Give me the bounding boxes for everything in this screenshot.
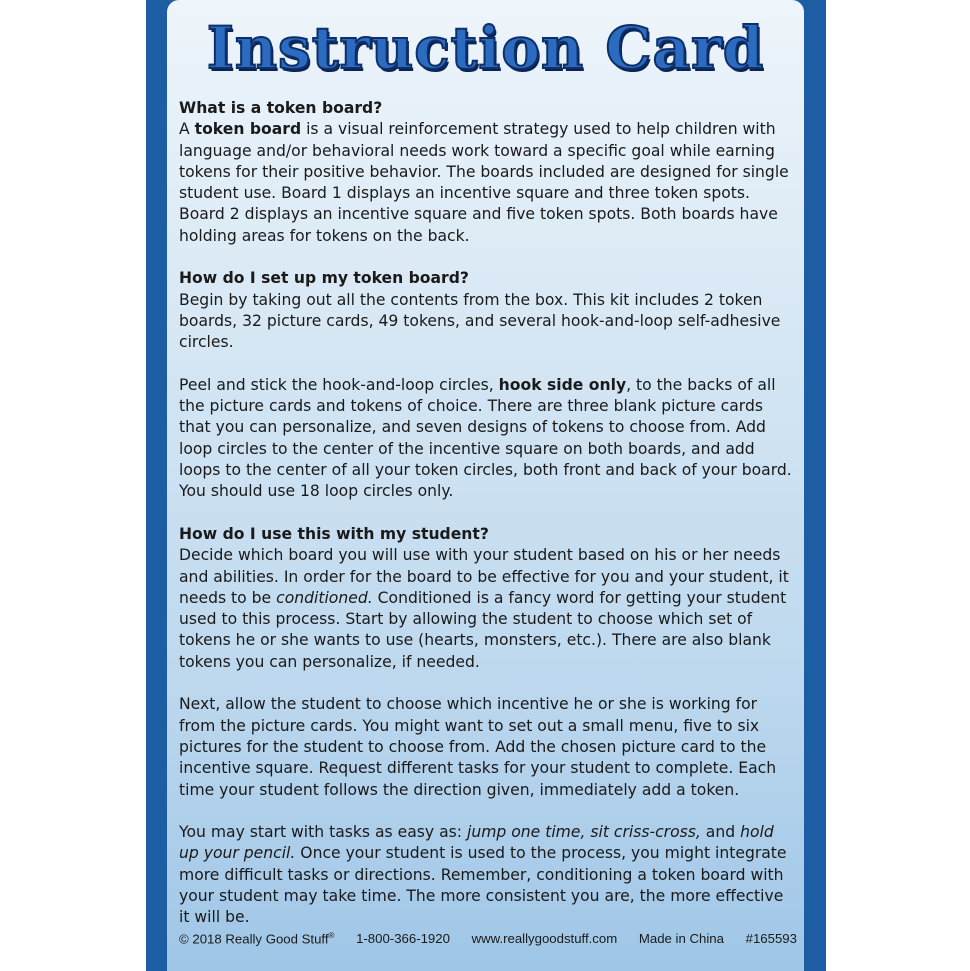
text-run: is a visual reinforcement strategy used to help children with language and/or behavioral needs work toward a specific goal while earning tokens for their positive behavior. The boards included are designed for single student use. Board 1 displays an incentive square and three token spots. Board 2 displays an incentive square and five token spots. Both boards have holding areas for tokens on the back. xyxy=(179,120,789,245)
section-paragraph xyxy=(179,545,797,673)
card-title: Instruction Card xyxy=(206,14,765,82)
section-paragraph xyxy=(179,822,797,928)
text-run: You may start with tasks as easy as: xyxy=(179,823,467,842)
section-heading-setup: How do I set up my token board? xyxy=(179,269,469,288)
text-run: A xyxy=(179,120,195,139)
copyright-text xyxy=(179,931,334,946)
card-content xyxy=(179,98,797,929)
text-run: Once your student is used to the process, you might integrate more difficult tasks or directions. Remember, conditioning a token board with your student may take time. The more consistent you are, the more effective it will be. xyxy=(179,844,787,927)
phone-number: 1-800-366-1920 xyxy=(356,931,450,946)
italic-term: hold up your pencil. xyxy=(179,823,774,863)
text-run: Decide which board you will use with your student based on his or her needs and abilities. In order for the board to be effective for you and your student, it needs to be xyxy=(179,546,789,607)
text-run: and xyxy=(700,823,741,842)
text-run: , to the backs of all the picture cards and tokens of choice. There are three blank picture cards that you can personalize, and seven designs of tokens to choose from. Add loop circles to the center of the incentive square on both boards, and add loops to the center of all your token circles, both front and back of your board. You should use 18 loop circles only. xyxy=(179,375,792,501)
italic-term: conditioned. xyxy=(276,588,373,607)
section-paragraph xyxy=(179,119,797,247)
text-run: Conditioned is a fancy word for getting your student used to this process. Start by allowing the student to choose which set of tokens he or she wants to use (hearts, monsters, etc.). There are also blank tokens you can personalize, if needed. xyxy=(179,588,787,671)
section-paragraph: Next, allow the student to choose which incentive he or she is working for from the picture cards. You might want to set out a small menu, five to six pictures for the student to choose from. Add the chosen picture card to the incentive square. Request different tasks for your student to complete. Each time your student follows the direction given, immediately add a token. xyxy=(179,695,777,799)
item-number: #165593 xyxy=(745,931,797,946)
section-paragraph: Begin by taking out all the contents from the box. This kit includes 2 token boards, 32 picture cards, 49 tokens, and several hook-and-loop self-adhesive circles. xyxy=(179,290,781,352)
text-run: Peel and stick the hook-and-loop circles, xyxy=(179,375,499,394)
origin-text: Made in China xyxy=(638,931,724,946)
section-paragraph xyxy=(179,375,797,503)
section-heading-what-is: What is a token board? xyxy=(179,99,383,117)
website-text: www.reallygoodstuff.com xyxy=(471,931,618,946)
registered-mark: ® xyxy=(328,931,335,940)
card-footer xyxy=(179,931,797,946)
copyright-label: © 2018 Really Good Stuff xyxy=(179,931,329,947)
bold-term: hook side only xyxy=(498,375,627,394)
section-heading-use: How do I use this with my student? xyxy=(179,524,489,543)
bold-term: token board xyxy=(194,120,302,139)
italic-term: jump one time, sit criss-cross, xyxy=(466,823,701,842)
